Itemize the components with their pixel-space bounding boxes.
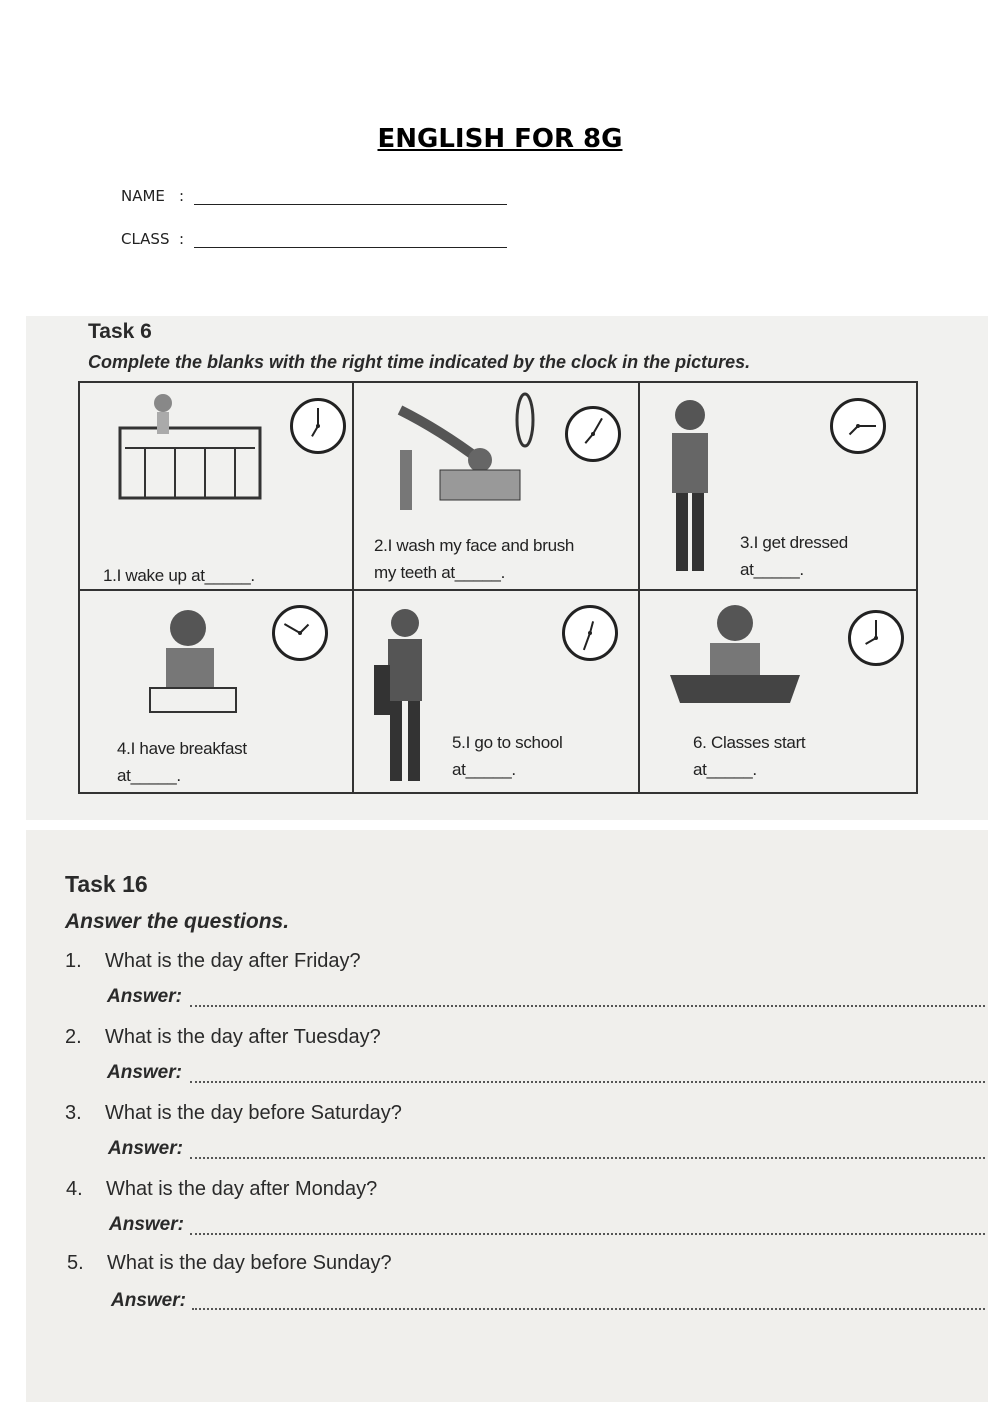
- grid-divider: [80, 589, 916, 591]
- class-field: [121, 230, 193, 248]
- question-text: What is the day before Saturday?: [105, 1102, 402, 1124]
- caption-line: 5.I go to school: [452, 733, 563, 752]
- caption-line: at_____.: [452, 760, 516, 779]
- answer-label-3: Answer:: [108, 1138, 183, 1159]
- task6-caption-5: [452, 729, 563, 783]
- clock-hand: [865, 637, 876, 645]
- clock-hand: [284, 623, 301, 634]
- question-number: 3.: [65, 1102, 82, 1124]
- question-1: [65, 950, 361, 973]
- clock-icon: [272, 605, 328, 661]
- answer-blank-2[interactable]: [190, 1081, 985, 1083]
- clock-hand: [585, 433, 594, 443]
- task6-caption-1: [103, 562, 255, 589]
- breakfast-boy-illustration: [148, 600, 238, 715]
- question-4: [66, 1178, 377, 1201]
- grid-divider: [638, 383, 640, 792]
- question-3: [65, 1102, 402, 1125]
- caption-line: 1.I wake up at_____.: [103, 566, 255, 585]
- name-field: [121, 187, 193, 205]
- question-text: What is the day after Monday?: [106, 1178, 378, 1200]
- clock-hand: [317, 408, 319, 426]
- task6-instruction: Complete the blanks with the right time indicated by the clock in the pictures.: [88, 352, 751, 372]
- answer-blank-3[interactable]: [190, 1157, 985, 1159]
- task6-caption-3: [740, 529, 848, 583]
- caption-line: 3.I get dressed: [740, 533, 848, 552]
- answer-label-2: Answer:: [107, 1062, 182, 1083]
- clock-hand: [589, 621, 594, 633]
- task16-heading: Task 16: [65, 871, 148, 897]
- answer-blank-1[interactable]: [190, 1005, 985, 1007]
- caption-line: my teeth at_____.: [374, 563, 505, 582]
- question-text: What is the day after Tuesday?: [105, 1026, 381, 1048]
- clock-hand: [299, 624, 309, 634]
- name-colon: :: [179, 187, 185, 205]
- caption-line: at_____.: [117, 766, 181, 785]
- grid-divider: [352, 383, 354, 792]
- clock-icon: [565, 406, 621, 462]
- dressing-boy-illustration: [650, 395, 730, 580]
- question-2: [65, 1026, 381, 1049]
- caption-line: at_____.: [693, 760, 757, 779]
- class-blank-line[interactable]: [194, 247, 507, 248]
- clock-icon: [830, 398, 886, 454]
- clock-icon: [290, 398, 346, 454]
- task6-caption-2: [374, 532, 574, 586]
- class-colon: :: [179, 230, 185, 248]
- caption-line: 4.I have breakfast: [117, 739, 247, 758]
- school-boy-illustration: [370, 605, 440, 790]
- clock-hand: [311, 426, 319, 437]
- task16-instruction: Answer the questions.: [65, 910, 290, 933]
- caption-line: at_____.: [740, 560, 804, 579]
- caption-line: 6. Classes start: [693, 733, 806, 752]
- washing-illustration: [380, 390, 540, 520]
- name-label: NAME: [121, 187, 165, 205]
- answer-blank-5[interactable]: [192, 1308, 985, 1310]
- task6-heading: Task 6: [88, 320, 152, 343]
- clock-icon: [848, 610, 904, 666]
- bed-illustration: [115, 388, 265, 528]
- caption-line: 2.I wash my face and brush: [374, 536, 575, 555]
- clock-hand: [875, 620, 877, 638]
- task6-caption-4: [117, 735, 247, 789]
- answer-blank-4[interactable]: [190, 1233, 985, 1235]
- answer-label-4: Answer:: [109, 1214, 184, 1235]
- question-text: What is the day before Sunday?: [107, 1252, 392, 1274]
- answer-label-5: Answer:: [111, 1290, 186, 1311]
- question-text: What is the day after Friday?: [105, 950, 361, 972]
- task6-caption-6: [693, 729, 805, 783]
- worksheet-title: ENGLISH FOR 8G: [377, 124, 623, 154]
- clock-hand: [849, 425, 859, 435]
- clock-icon: [562, 605, 618, 661]
- answer-label-1: Answer:: [107, 986, 182, 1007]
- class-label: CLASS: [121, 230, 170, 248]
- name-blank-line[interactable]: [194, 204, 507, 205]
- question-5: [67, 1252, 392, 1275]
- clock-hand: [858, 425, 876, 427]
- question-number: 2.: [65, 1026, 82, 1048]
- question-number: 1.: [65, 950, 82, 972]
- clock-hand: [583, 633, 591, 651]
- question-number: 4.: [66, 1178, 83, 1200]
- question-number: 5.: [67, 1252, 84, 1274]
- clock-hand: [592, 418, 603, 435]
- classroom-boy-illustration: [665, 595, 805, 710]
